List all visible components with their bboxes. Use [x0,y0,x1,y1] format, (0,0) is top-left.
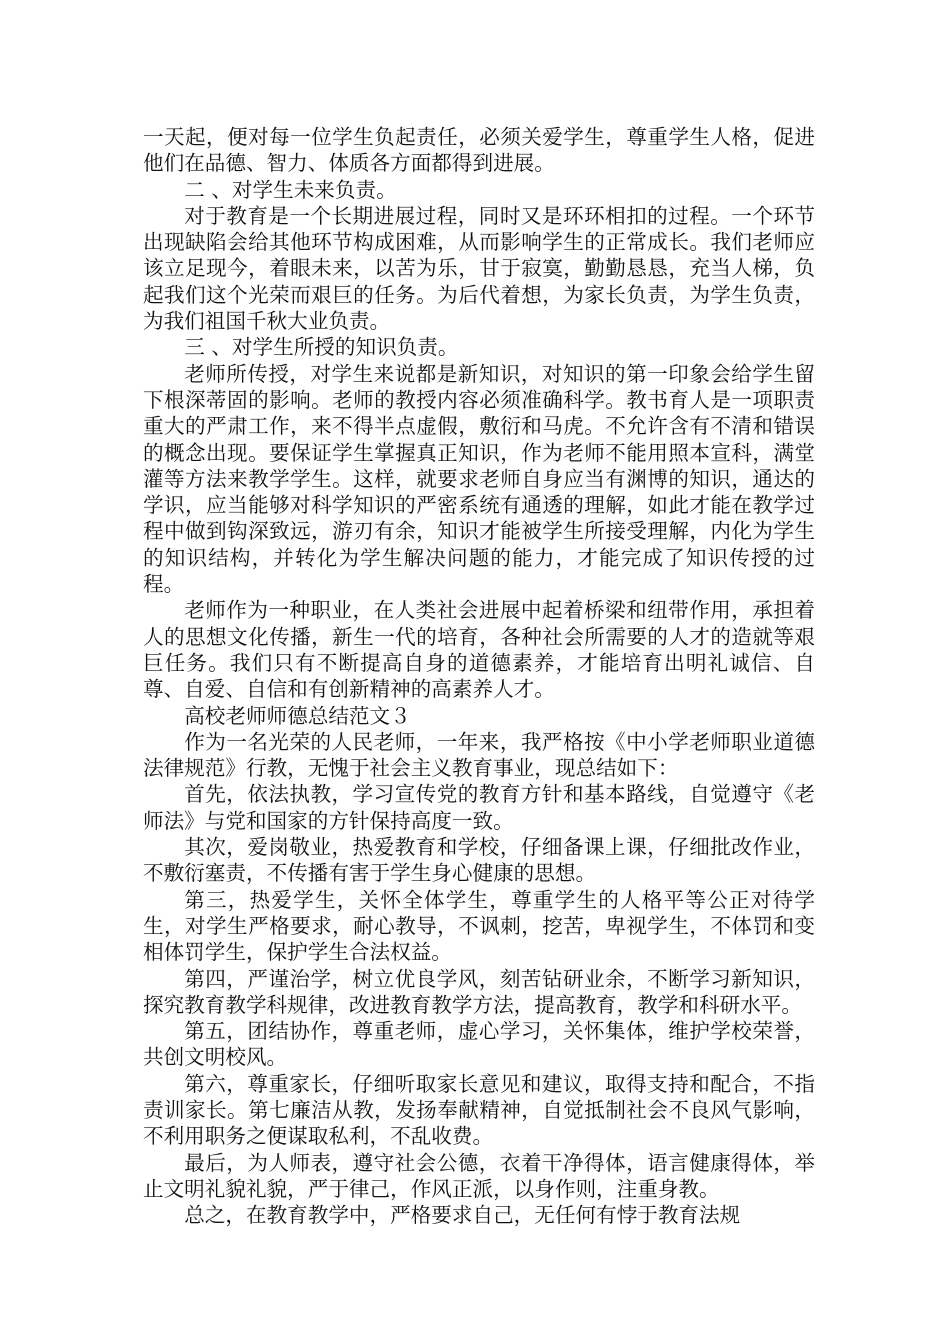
paragraph-4: 三 、对学生所授的知识负责。 [184,335,459,360]
paragraph-1: 一天起，便对每一位学生负起责任，必须关爱学生，尊重学生人格，促进他们在品德、智力、体质各方面都得到进展。 [143,125,815,176]
document-body [143,124,815,1228]
paragraph-6: 老师作为一种职业，在人类社会进展中起着桥梁和纽带作用，承担着人的思想文化传播，新生一代的培育，各种社会所需要的人才的造就等艰巨任务。我们只有不断提高自身的道德素养，才能培育出明礼诚信、自尊、自爱、自信和有创新精神的高素养人才。 [143,598,815,702]
paragraph-14: 第六，尊重家长，仔细听取家长意见和建议，取得支持和配合，不指责训家长。第七廉洁从教，发扬奉献精神，自觉抵制社会不良风气影响，不利用职务之便谋取私利，不乱收费。 [143,1071,815,1149]
paragraph-8: 作为一名光荣的人民老师，一年来，我严格按《中小学老师职业道德法律规范》行教，无愧于社会主义教育事业，现总结如下： [143,729,815,781]
paragraph-10: 其次，爱岗敬业，热爱教育和学校，仔细备课上课，仔细批改作业，不敷衍塞责，不传播有害于学生身心健康的思想。 [143,835,815,886]
paragraph-15: 最后，为人师表，遵守社会公德，衣着干净得体，语言健康得体，举止文明礼貌礼貌，严于律己，作风正派，以身作则，注重身教。 [143,1150,815,1201]
paragraph-3: 对于教育是一个长期进展过程，同时又是环环相扣的过程。一个环节出现缺陷会给其他环节构成困难，从而影响学生的正常成长。我们老师应该立足现今，着眼未来，以苦为乐，甘于寂寞，勤勤恳恳，充当人梯，负起我们这个光荣而艰巨的任务。为后代着想，为家长负责，为学生负责，为我们祖国千秋大业负责。 [143,203,815,334]
paragraph-12: 第四，严谨治学，树立优良学风，刻苦钻研业余，不断学习新知识，探究教育教学科规律，改进教育教学方法，提高教育，教学和科研水平。 [143,966,815,1017]
paragraph-13: 第五，团结协作，尊重老师，虚心学习，关怀集体，维护学校荣誉，共创文明校风。 [143,1019,815,1070]
paragraph-2: 二 、对学生未来负责。 [184,177,397,202]
paragraph-11: 第三，热爱学生，关怀全体学生，尊重学生的人格平等公正对待学生，对学生严格要求，耐心教导，不讽刺，挖苦，卑视学生，不体罚和变相体罚学生，保护学生合法权益。 [143,887,815,965]
section-heading: 高校老师师德总结范文３ [184,703,411,728]
paragraph-9: 首先，依法执教，学习宣传党的教育方针和基本路线，自觉遵守《老师法》与党和国家的方针保持高度一致。 [143,782,815,833]
paragraph-16: 总之，在教育教学中，严格要求自己，无任何有悖于教育法规 [184,1203,741,1228]
paragraph-5: 老师所传授，对学生来说都是新知识，对知识的第一印象会给学生留下根深蒂固的影响。老师的教授内容必须准确科学。教书育人是一项职责重大的严肃工作，来不得半点虚假，敷衍和马虎。不允许含有不清和错误的概念出现。要保证学生掌握真正知识，作为老师不能用照本宣科，满堂灌等方法来教学学生。这样，就要求老师自身应当有渊博的知识，通达的学识，应当能够对科学知识的严密系统有通透的理解，如此才能在教学过程中做到钩深致远，游刃有余，知识才能被学生所接受理解，内化为学生的知识结构，并转化为学生解决问题的能力，才能完成了知识传授的过程。 [143,361,815,597]
